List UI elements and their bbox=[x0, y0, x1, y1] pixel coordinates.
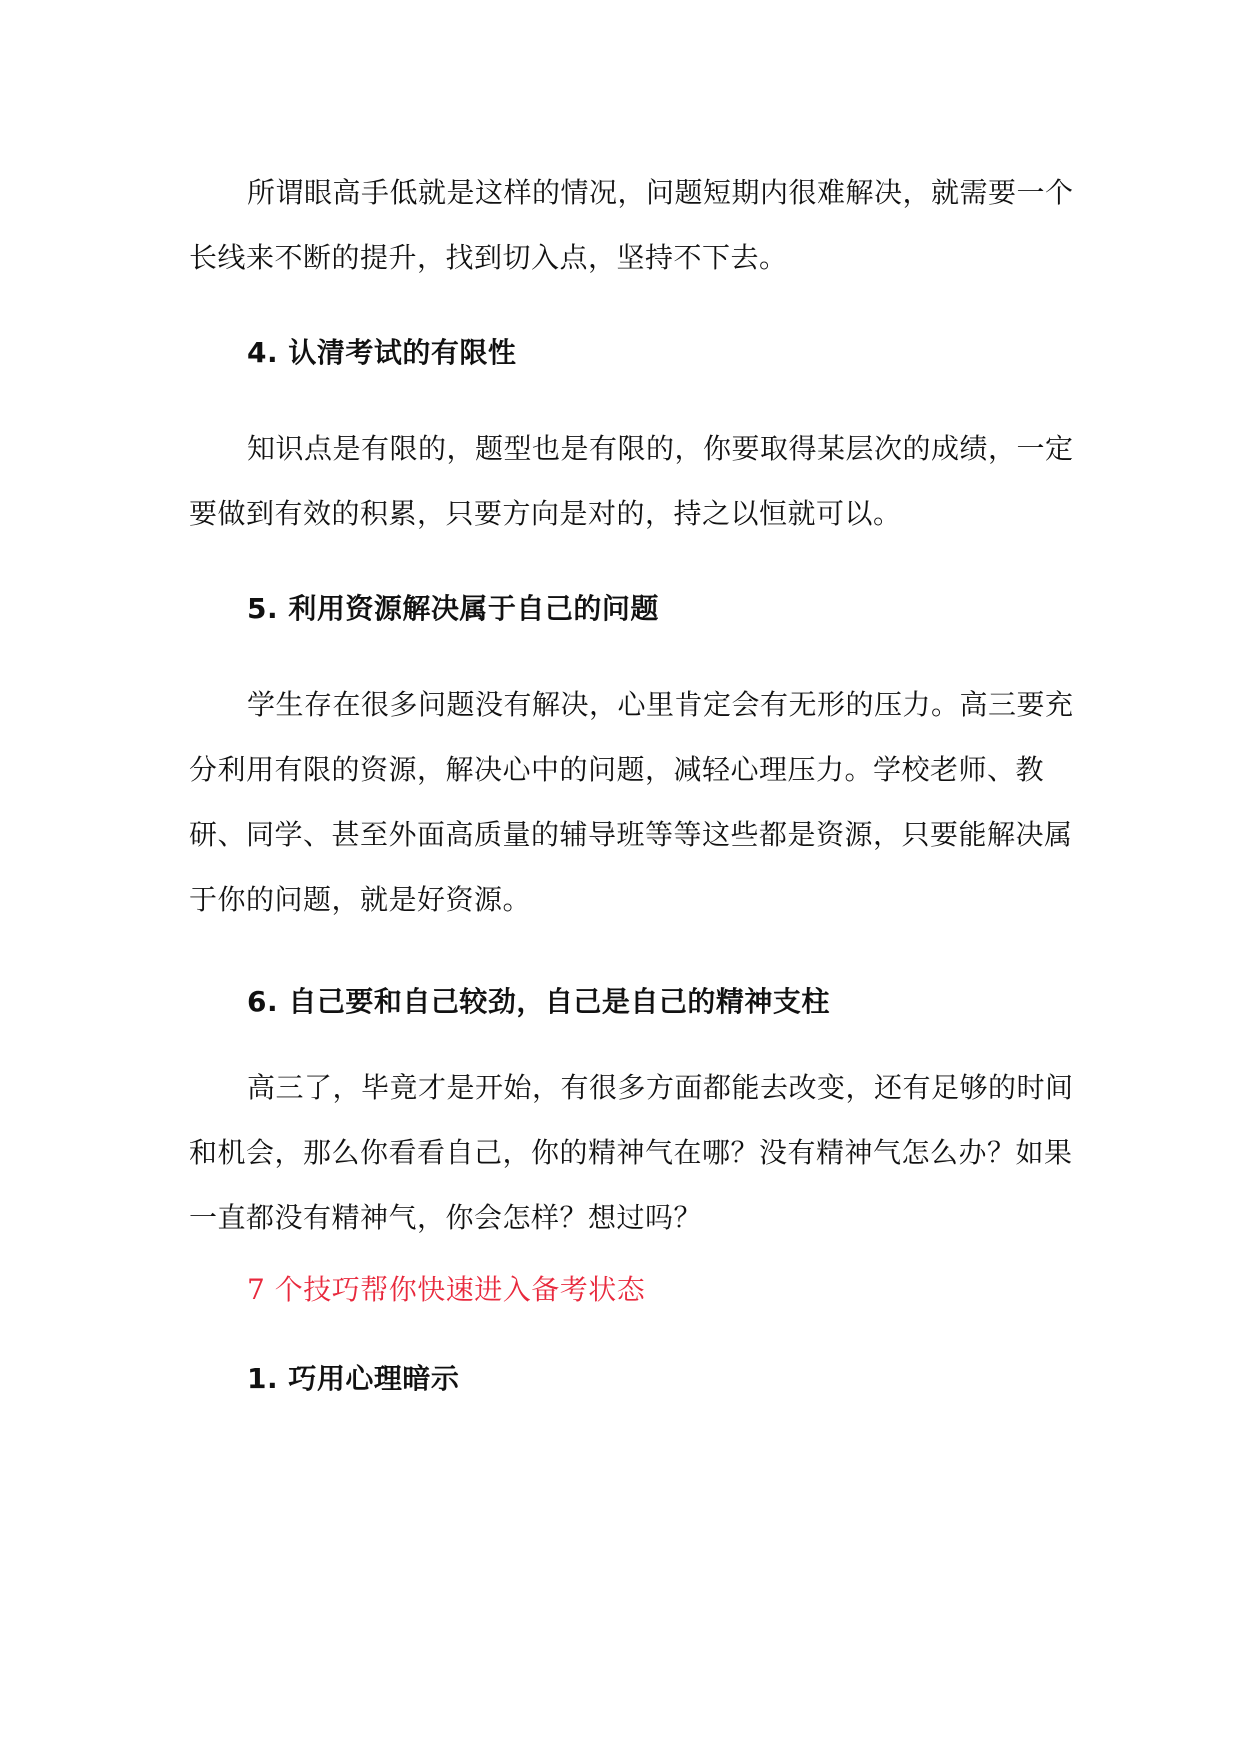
document-content bbox=[189, 160, 1089, 1399]
section-title-seven-tips: 7 个技巧帮你快速进入备考状态 bbox=[247, 1273, 646, 1306]
paragraph-eyes-high-hands-low: 所谓眼高手低就是这样的情况，问题短期内很难解决，就需要一个长线来不断的提升，找到切入点，坚持不下去。 bbox=[189, 176, 1074, 274]
paragraph-senior-year: 高三了，毕竟才是开始，有很多方面都能去改变，还有足够的时间和机会，那么你看看自己，你的精神气在哪？没有精神气怎么办？如果一直都没有精神气，你会怎样？想过吗？ bbox=[189, 1071, 1074, 1234]
paragraph-knowledge-limited: 知识点是有限的，题型也是有限的，你要取得某层次的成绩，一定要做到有效的积累，只要方向是对的，持之以恒就可以。 bbox=[189, 432, 1074, 530]
paragraph-student-problems: 学生存在很多问题没有解决，心里肯定会有无形的压力。高三要充分利用有限的资源，解决心中的问题，减轻心理压力。学校老师、教研、同学、甚至外面高质量的辅导班等等这些都是资源，只要能解决属于你的问题，就是好资源。 bbox=[189, 688, 1074, 916]
heading-psychological-suggestion: 1. 巧用心理暗示 bbox=[247, 1362, 460, 1395]
heading-use-resources: 5. 利用资源解决属于自己的问题 bbox=[247, 592, 659, 625]
heading-exam-limits: 4. 认清考试的有限性 bbox=[247, 336, 517, 369]
heading-self-support: 6. 自己要和自己较劲，自己是自己的精神支柱 bbox=[247, 985, 830, 1018]
